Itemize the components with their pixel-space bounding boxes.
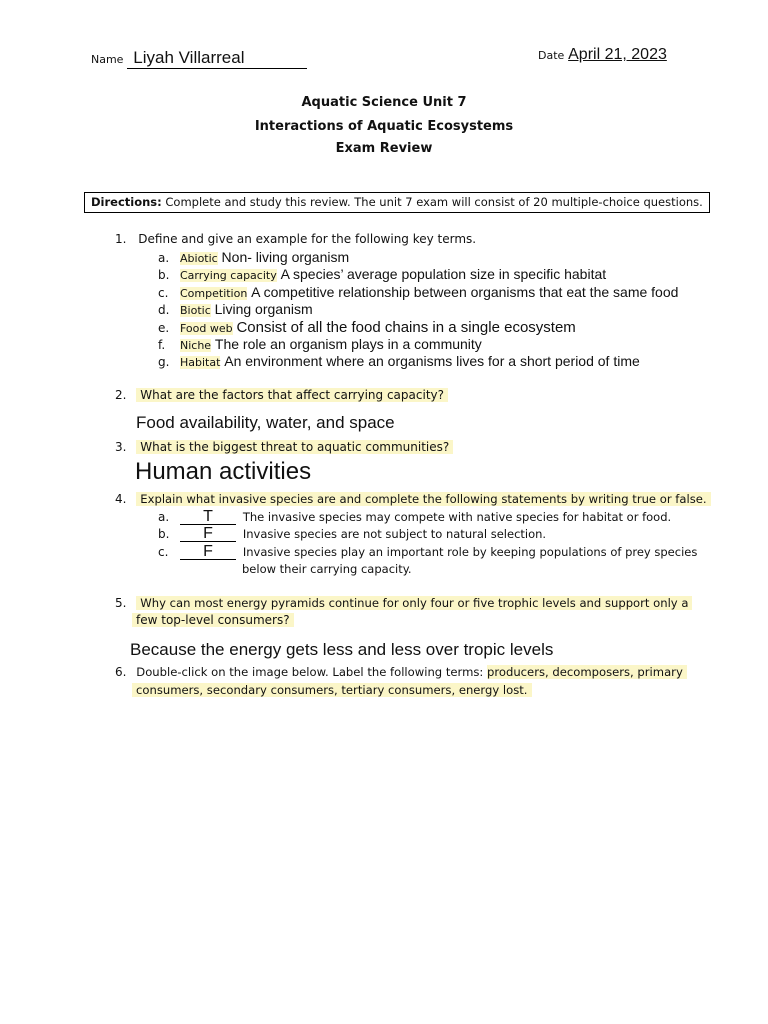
answer-text[interactable]: A competitive relationship between organisms that eat the same food bbox=[251, 284, 679, 300]
question-number: 6. bbox=[115, 665, 127, 679]
question-number: 3. bbox=[115, 440, 127, 454]
name-label: Name bbox=[91, 53, 124, 66]
question-text: Explain what invasive species are and complete the following statements by writing true or false. bbox=[136, 492, 710, 506]
question-1 bbox=[115, 232, 476, 246]
answer-text[interactable]: Non- living organism bbox=[221, 249, 350, 265]
statement-text: Invasive species play an important role by keeping populations of prey species bbox=[242, 545, 698, 559]
question-6 bbox=[115, 665, 687, 679]
question-2 bbox=[115, 388, 448, 402]
question-number: 5. bbox=[115, 596, 127, 610]
answer-text[interactable]: An environment where an organisms lives for a short period of time bbox=[224, 353, 640, 369]
answer-text[interactable]: The role an organism plays in a community bbox=[214, 336, 482, 352]
question-4 bbox=[115, 492, 711, 506]
answer-text[interactable]: Living organism bbox=[214, 301, 313, 317]
question-6-line-2: consumers, secondary consumers, tertiary consumers, energy lost. bbox=[132, 683, 532, 697]
term-label: Food web bbox=[180, 322, 233, 335]
title-line-2: Interactions of Aquatic Ecosystems bbox=[254, 119, 514, 134]
question-5-line-2: few top-level consumers? bbox=[132, 613, 294, 627]
question-3 bbox=[115, 440, 453, 454]
name-value[interactable]: Liyah Villarreal bbox=[127, 48, 307, 69]
statement-text: The invasive species may compete with native species for habitat or food. bbox=[242, 510, 672, 524]
list-item: e. Food web Consist of all the food chains in a single ecosystem bbox=[158, 319, 576, 336]
term-label: Biotic bbox=[180, 304, 211, 317]
date-label: Date bbox=[538, 49, 565, 62]
list-item: c. Competition A competitive relationship between organisms that eat the same food bbox=[158, 284, 679, 300]
answer-text[interactable]: Consist of all the food chains in a single ecosystem bbox=[236, 319, 576, 336]
list-item: f. Niche The role an organism plays in a community bbox=[158, 336, 482, 352]
list-item: b. Carrying capacity A species’ average population size in specific habitat bbox=[158, 266, 607, 282]
answer-text[interactable]: Food availability, water, and space bbox=[136, 413, 395, 432]
title-line-3: Exam Review bbox=[335, 141, 433, 156]
question-text: What are the factors that affect carrying capacity? bbox=[136, 388, 448, 402]
question-number: 2. bbox=[115, 388, 127, 402]
question-text: Define and give an example for the following key terms. bbox=[138, 232, 477, 246]
list-item: b. F Invasive species are not subject to natural selection. bbox=[158, 525, 547, 542]
question-text: What is the biggest threat to aquatic communities? bbox=[136, 440, 453, 454]
directions-label: Directions: bbox=[91, 195, 162, 209]
question-5 bbox=[115, 596, 692, 610]
question-text: Why can most energy pyramids continue for only four or five trophic levels and support only a bbox=[136, 596, 692, 610]
answer-blank[interactable]: F bbox=[180, 544, 236, 560]
question-number: 1. bbox=[115, 232, 127, 246]
directions-box bbox=[84, 192, 710, 213]
answer-blank[interactable]: T bbox=[180, 509, 236, 525]
question-text: Double-click on the image below. Label the following terms: bbox=[136, 665, 488, 679]
term-label: Habitat bbox=[180, 356, 221, 369]
term-label: Competition bbox=[180, 287, 248, 300]
name-field bbox=[91, 48, 307, 69]
date-value[interactable]: April 21, 2023 bbox=[568, 46, 667, 63]
list-item: d. Biotic Living organism bbox=[158, 301, 313, 317]
list-item: c. F Invasive species play an important role by keeping populations of prey species bbox=[158, 543, 698, 560]
statement-text: Invasive species are not subject to natural selection. bbox=[242, 527, 547, 541]
answer-text[interactable]: Because the energy gets less and less over tropic levels bbox=[130, 640, 554, 659]
question-number: 4. bbox=[115, 492, 127, 506]
answer-blank[interactable]: F bbox=[180, 526, 236, 542]
list-item: a. T The invasive species may compete with native species for habitat or food. bbox=[158, 508, 672, 525]
directions-text: Complete and study this review. The unit 7 exam will consist of 20 multiple-choice questions. bbox=[165, 195, 703, 209]
term-label: Carrying capacity bbox=[180, 269, 277, 282]
statement-text-continued: below their carrying capacity. bbox=[242, 562, 412, 576]
list-item: g. Habitat An environment where an organisms lives for a short period of time bbox=[158, 353, 640, 369]
title-line-1: Aquatic Science Unit 7 bbox=[301, 95, 467, 110]
date-field bbox=[538, 46, 667, 64]
answer-text[interactable]: Human activities bbox=[135, 458, 312, 485]
list-item: a. Abiotic Non- living organism bbox=[158, 249, 350, 265]
term-label: Abiotic bbox=[180, 252, 218, 265]
question-terms: producers, decomposers, primary bbox=[487, 665, 687, 679]
term-label: Niche bbox=[180, 339, 212, 352]
answer-text[interactable]: A species’ average population size in specific habitat bbox=[280, 266, 607, 282]
